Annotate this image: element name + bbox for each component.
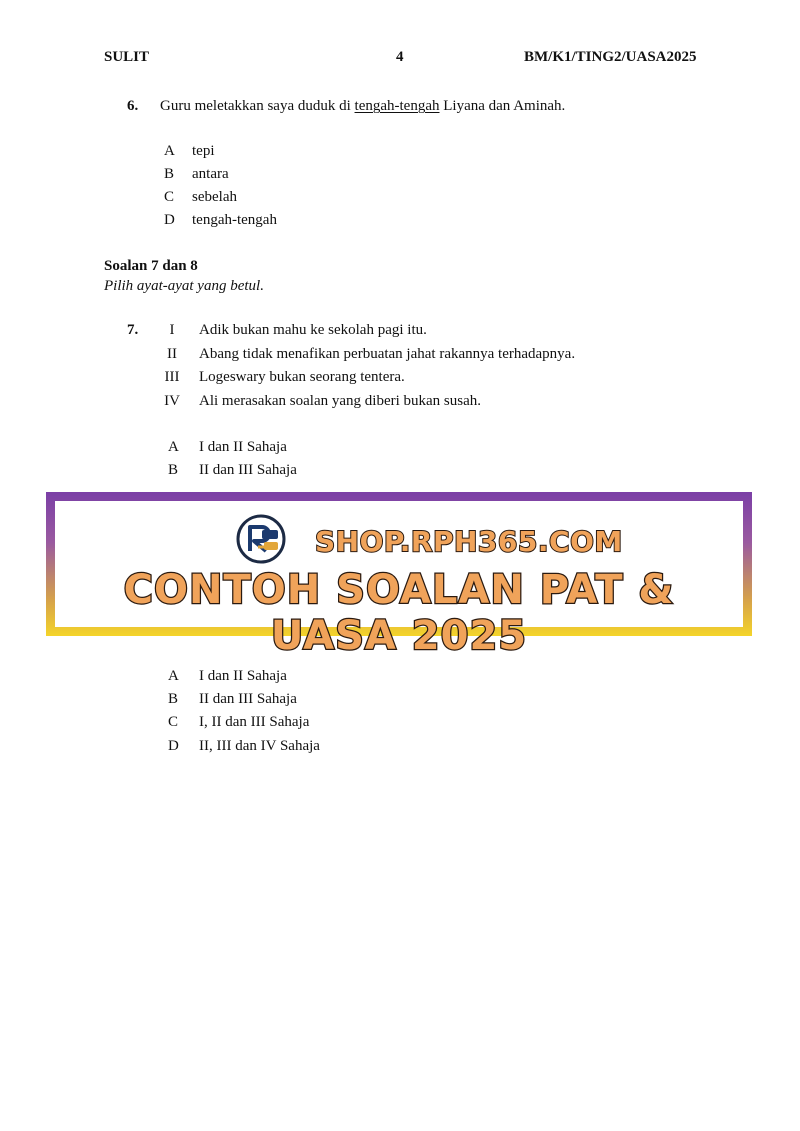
paper-code: BM/K1/TING2/UASA2025 [524,49,697,65]
option-text: sebelah [192,189,237,205]
q7-option-b [168,462,297,479]
q7-option-a [168,439,287,456]
roman-numeral: I [169,322,175,338]
banner-shop-url: SHOP.RPH365.COM [315,525,623,558]
statement-text: Abang tidak menafikan perbuatan jahat rakannya terhadapnya. [199,346,576,362]
section-instruction: Pilih ayat-ayat yang betul. [104,278,264,294]
q6-option-b [164,166,229,183]
option-letter: A [168,439,179,455]
option-letter: A [168,668,179,684]
question-6-stem-before: Guru meletakkan saya duduk di [160,98,355,114]
question-6-stem [160,98,565,115]
option-letter: B [168,462,179,478]
rph365-logo-icon [236,514,286,564]
q8-option-b [168,691,297,708]
page-number: 4 [396,49,404,65]
q8-option-c [168,714,309,731]
question-7-number: 7. [127,322,139,338]
statement-text: Adik bukan mahu ke sekolah pagi itu. [199,322,427,338]
promo-banner [46,492,752,659]
q8-option-d [168,738,320,755]
option-text: tepi [192,143,215,159]
roman-numeral: II [167,346,177,362]
option-letter: D [168,738,179,754]
option-text: tengah-tengah [192,212,277,228]
q7-statement-3 [160,369,405,386]
roman-numeral: III [164,369,180,385]
option-letter: A [164,143,175,159]
option-letter: C [164,189,175,205]
banner-title: CONTOH SOALAN PAT & UASA 2025 [123,567,675,659]
q7-statement-4 [160,393,481,410]
q7-statement-1 [160,322,427,339]
option-letter: B [168,691,179,707]
q7-statement-2 [160,346,575,363]
option-text: II dan III Sahaja [199,691,297,707]
option-letter: B [164,166,175,182]
q8-option-a [168,668,287,685]
option-letter: C [168,714,179,730]
option-text: I, II dan III Sahaja [199,714,310,730]
statement-text: Ali merasakan soalan yang diberi bukan susah. [199,393,482,409]
question-6-number: 6. [127,98,139,114]
header-sulit: SULIT [104,49,150,65]
option-letter: D [164,212,175,228]
roman-numeral: IV [164,393,180,409]
statement-text: Logeswary bukan seorang tentera. [199,369,405,385]
q6-option-d [164,212,277,229]
option-text: I dan II Sahaja [199,439,287,455]
section-title: Soalan 7 dan 8 [104,258,198,274]
option-text: antara [192,166,229,182]
option-text: II dan III Sahaja [199,462,297,478]
q6-option-a [164,143,215,160]
question-6-stem-underlined: tengah-tengah [354,98,440,114]
option-text: II, III dan IV Sahaja [199,738,320,754]
question-6-stem-after: Liyana dan Aminah. [439,98,566,114]
q6-option-c [164,189,237,206]
option-text: I dan II Sahaja [199,668,287,684]
